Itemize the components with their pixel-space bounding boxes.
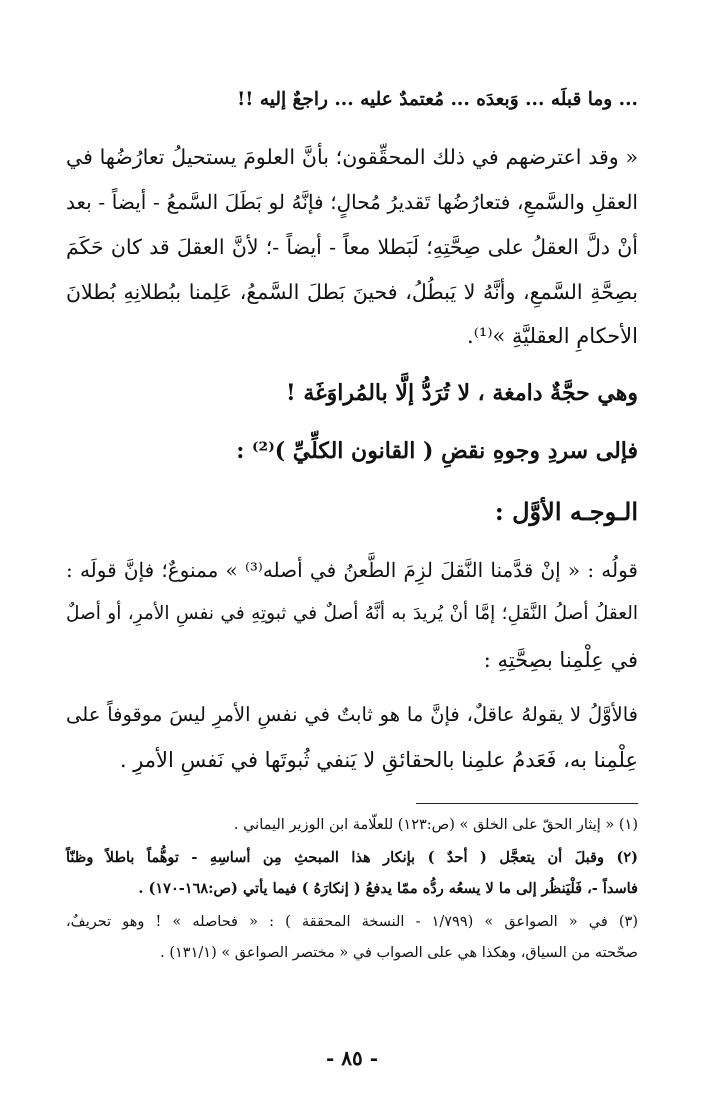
footnote-2-line-1: (٢) وقبلَ أن يتعجَّل ( أحدٌ ) بإنكار هذا المبحثِ مِن أساسِهِ - توهُّماً باطلاً وظنّاً (66, 849, 638, 866)
body-line-4: أنْ دلَّ العقلُ على صِحَّتِهِ؛ لَبَطلا معاً - أيضاً -؛ لأنَّ العقلَ قد كان حَكَمَ (66, 235, 638, 259)
body-line-6: الأحكامِ العقليَّةِ »⁽¹⁾. (467, 324, 638, 348)
body-line-7: وهي حجَّةٌ دامغة ، لا تُرَدُّ إلَّا بالمُراوَغَة ! (286, 380, 638, 406)
section-heading: الـوجـه الأوَّل : (494, 497, 638, 526)
body-line-5: بصِحَّةِ السَّمعِ، وأنَّهُ لا يَبطُلُ، فحينَ بَطلَ السَّمعُ، عَلِمنا ببُطلانِهِ بُطلانَ (66, 280, 638, 304)
body-line-3: العقلِ والسَّمعِ، فتعارُضُها تَقديرُ مُحالٍ؛ فإنَّهُ لو بَطَلَ السَّمعُ - أيضاً - بعد (66, 190, 638, 214)
body-line-8: فإلى سردِ وجوهِ نقضِ ( القانون الكلِّيِّ )⁽²⁾ : (236, 438, 638, 464)
body-line-10: العقلُ أصلُ النَّقلِ؛ إمَّا أنْ يُريدَ به أنَّهُ أصلٌ في ثبوتِهِ في نفسِ الأمرِ، أو أصلٌ (66, 603, 638, 624)
page-number: - ٨٥ - (325, 1046, 378, 1070)
footnote-1: (١) « إيثار الحقّ على الخلق » (ص:١٢٣) للعلّامة ابن الوزير اليماني . (233, 817, 638, 833)
footnote-3-line-2: صحّحته من السياق، وهكذا هي على الصواب في « مختصر الصواعق » (١٣١/١) . (160, 945, 638, 961)
body-line-12: فالأوَّلُ لا يقولهُ عاقلٌ، فإنَّ ما هو ثابتٌ في نفسِ الأمرِ ليسَ موقوفاً على (66, 703, 638, 726)
footnote-2-line-2: فاسداً -، فَلْيَنظُر إلى ما لا يسعُه ردُّه ممّا يدفعُ ( إنكارَهُ ) فيما يأتي (ص:١٦٨-١٧٠) . (138, 880, 638, 897)
footnote-separator (416, 803, 638, 804)
body-line-2: « وقد اعترضهم في ذلك المحقِّقون؛ بأنَّ العلومَ يستحيلُ تعارُضُها في (66, 145, 638, 169)
body-line-1: ... وما قبلَه ... وَبعدَه ... مُعتمدٌ عليه ... راجعٌ إليه !! (237, 89, 638, 110)
footnote-3-line-1: (٣) في « الصواعق » (١/٧٩٩ - النسخة المحققة ) : « فحاصله » ! وهو تحريفٌ، (66, 914, 639, 930)
body-line-13: عِلْمِنا به، فَعَدمُ علمِنا بالحقائقِ لا يَنفي ثُبوتَها في نَفسِ الأمرِ . (119, 748, 638, 772)
body-line-9: قولُه : « إنْ قدَّمنا النَّقلَ لزِمَ الطَّعنُ في أصله⁽³⁾ » ممنوعٌ؛ فإنَّ قولَه : (66, 558, 638, 582)
body-line-11: في عِلْمِنا بصِحَّتِهِ : (483, 648, 638, 672)
